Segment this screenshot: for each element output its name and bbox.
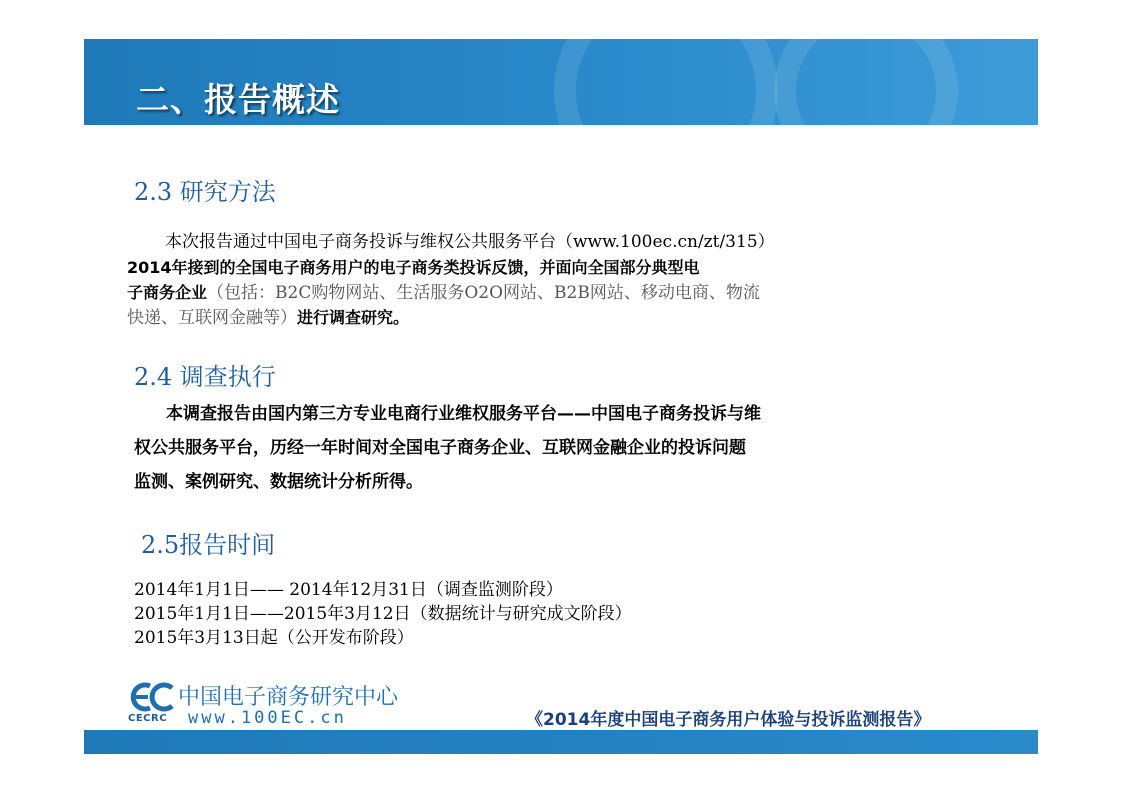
section-heading-survey-execution: 2.4 调查执行 (134, 363, 276, 391)
page-title: 二、报告概述 (136, 80, 340, 119)
time-entry: 2015年1月1日——2015年3月12日（数据统计与研究成文阶段） (134, 604, 632, 624)
cecrc-logo-icon (128, 682, 176, 712)
paragraph-line: 本调查报告由国内第三方专业电商行业维权服务平台——中国电子商务投诉与维 (166, 404, 761, 424)
report-time-list (134, 578, 632, 650)
paragraph-line: 本次报告通过中国电子商务投诉与维权公共服务平台（www.100ec.cn/zt/315） (165, 232, 775, 252)
paragraph-line: 2014年接到的全国电子商务用户的电子商务类投诉反馈，并面向全国部分典型电 (127, 258, 700, 277)
header-decoration (774, 39, 958, 125)
research-method-paragraph (127, 230, 775, 330)
paragraph-line: 监测、案例研究、数据统计分析所得。 (134, 472, 423, 492)
paragraph-line: 子商务企业（包括：B2C购物网站、生活服务O2O网站、B2B网站、移动电商、物流 (127, 283, 760, 303)
report-title: 《2014年度中国电子商务用户体验与投诉监测报告》 (526, 710, 931, 730)
section-heading-research-method: 2.3 研究方法 (134, 178, 276, 206)
paragraph-line: 权公共服务平台，历经一年时间对全国电子商务企业、互联网金融企业的投诉问题 (134, 438, 746, 458)
paragraph-line: 快递、互联网金融等）进行调查研究。 (127, 308, 410, 328)
header-decoration (554, 39, 778, 125)
survey-execution-paragraph (134, 397, 761, 499)
logo-url: www.100EC.cn (188, 708, 347, 728)
logo-abbreviation: CECRC (128, 713, 168, 724)
logo-name: 中国电子商务研究中心 (178, 685, 399, 710)
time-entry: 2015年3月13日起（公开发布阶段） (134, 628, 414, 648)
footer-band (84, 730, 1038, 754)
section-heading-report-time: 2.5报告时间 (141, 531, 276, 559)
time-entry: 2014年1月1日—— 2014年12月31日（调查监测阶段） (134, 580, 563, 600)
